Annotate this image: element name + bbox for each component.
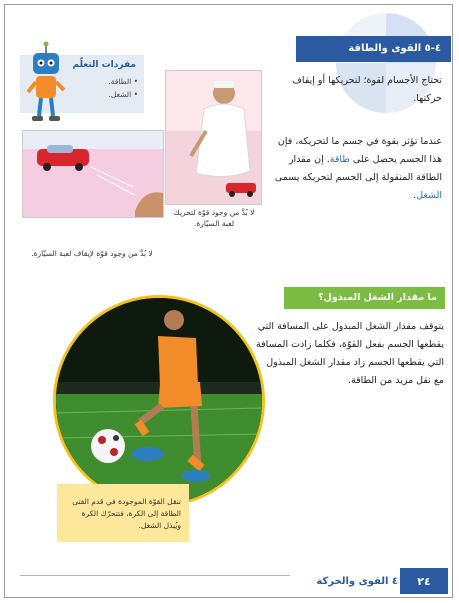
energy-text-3: . [413,190,417,201]
hand-stopping-car-image [22,130,164,218]
boy-pushing-car-illustration [166,71,261,204]
boy-kicking-ball-photo [56,298,262,504]
footer-divider [20,575,290,576]
term-work: الشغل [416,190,442,201]
hand-stopping-car-illustration [23,131,163,217]
energy-paragraph [268,133,442,205]
intro-paragraph: تحتاج الأجسام لقوة؛ لتحريكها أو إيقاف حركتها. [292,75,442,104]
soccer-photo [53,295,265,507]
term-energy: طاقة [329,154,350,165]
work-paragraph: يتوقف مقدار الشغل المبذول على المسافة التي يقطعها الجسم بفعل القوّة، فكلما زادت المسافة التي يقطعها الجسم زاد مقدار الشغل المبذول مع نقل مزيد من الطاقة. [256,321,444,386]
photo-caption: تنقل القوّة الموجودة في قدم الفتى الطاقة إلى الكرة، فتتحرّك الكرة ويُبذل الشغل. [72,497,181,530]
energy-text-2: . إن مقدار الطاقة المنقولة إلى الجسم لتحريكه يسمى [274,154,442,183]
energy-text-1: عندما تؤثر بقوة في جسم ما لتحريكه، فإن هذا الجسم يحصل على [277,136,442,165]
footer-chapter: ٤ القوى والحركة [316,576,398,587]
image1-caption: لا بُدَّ من وجود قوّة لتحريك لعبة السيّارة. [173,208,255,228]
photo-caption-note [57,484,189,542]
vocab-item: • الطاقة. [108,77,138,86]
page-number: ٢٤ [400,568,448,594]
vocab-item: • الشغل. [108,90,138,99]
image2-caption: لا بُدَّ من وجود قوّة لإيقاف لعبة السيّارة. [31,249,153,258]
robot-mascot-icon [24,40,68,124]
vocab-list [66,75,138,101]
question-header: ما مقدار الشغل المبذول؟ [284,287,445,309]
vocab-title: مفردات التعلّم [72,60,136,70]
section-title: ٤-٥ القوى والطاقة [296,36,451,62]
boy-pushing-car-image [165,70,262,205]
